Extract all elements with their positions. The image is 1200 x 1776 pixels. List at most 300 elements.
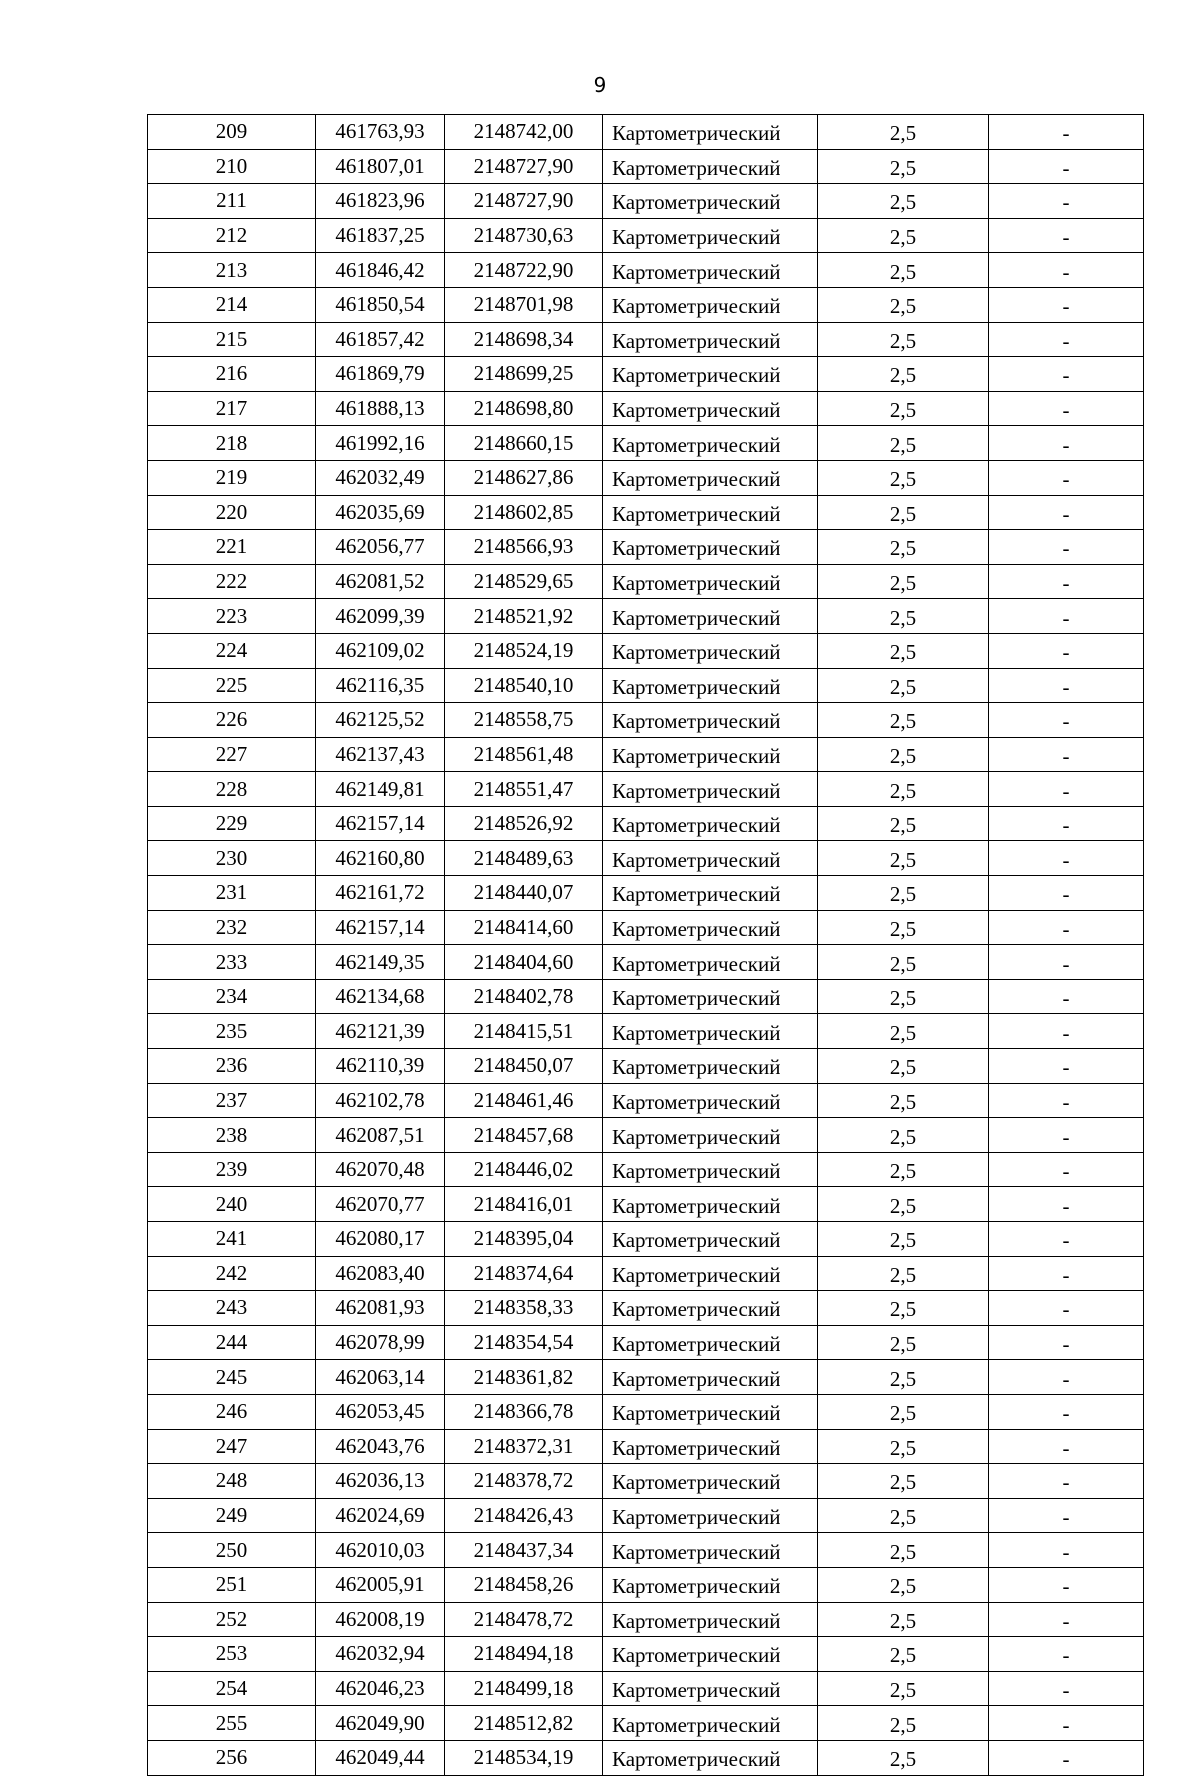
table-row (148, 391, 1144, 426)
method-cell: Картометрический (603, 1014, 818, 1049)
x-coordinate-cell: 462036,13 (316, 1464, 445, 1499)
table-row (148, 1567, 1144, 1602)
x-coordinate-cell: 462078,99 (316, 1325, 445, 1360)
description-cell: - (989, 287, 1144, 322)
accuracy-cell: 2,5 (818, 599, 989, 634)
table-row (148, 1429, 1144, 1464)
method-cell: Картометрический (603, 1464, 818, 1499)
y-coordinate-cell: 2148529,65 (445, 564, 603, 599)
description-cell: - (989, 322, 1144, 357)
description-cell: - (989, 1014, 1144, 1049)
y-coordinate-cell: 2148699,25 (445, 357, 603, 392)
accuracy-cell: 2,5 (818, 1533, 989, 1568)
x-coordinate-cell: 462087,51 (316, 1118, 445, 1153)
point-number-cell: 221 (148, 530, 316, 565)
y-coordinate-cell: 2148730,63 (445, 218, 603, 253)
y-coordinate-cell: 2148698,34 (445, 322, 603, 357)
accuracy-cell: 2,5 (818, 1464, 989, 1499)
description-cell: - (989, 876, 1144, 911)
table-row (148, 979, 1144, 1014)
table-row (148, 1602, 1144, 1637)
y-coordinate-cell: 2148415,51 (445, 1014, 603, 1049)
table-row (148, 772, 1144, 807)
point-number-cell: 247 (148, 1429, 316, 1464)
page-number: 9 (593, 73, 607, 97)
description-cell: - (989, 633, 1144, 668)
y-coordinate-cell: 2148457,68 (445, 1118, 603, 1153)
y-coordinate-cell: 2148416,01 (445, 1187, 603, 1222)
y-coordinate-cell: 2148426,43 (445, 1498, 603, 1533)
method-cell: Картометрический (603, 530, 818, 565)
point-number-cell: 226 (148, 703, 316, 738)
x-coordinate-cell: 462161,72 (316, 876, 445, 911)
x-coordinate-cell: 462121,39 (316, 1014, 445, 1049)
y-coordinate-cell: 2148558,75 (445, 703, 603, 738)
point-number-cell: 253 (148, 1637, 316, 1672)
point-number-cell: 220 (148, 495, 316, 530)
point-number-cell: 244 (148, 1325, 316, 1360)
x-coordinate-cell: 461846,42 (316, 253, 445, 288)
description-cell: - (989, 1429, 1144, 1464)
accuracy-cell: 2,5 (818, 1222, 989, 1257)
point-number-cell: 252 (148, 1602, 316, 1637)
point-number-cell: 215 (148, 322, 316, 357)
point-number-cell: 251 (148, 1567, 316, 1602)
point-number-cell: 225 (148, 668, 316, 703)
description-cell: - (989, 1671, 1144, 1706)
table-row (148, 530, 1144, 565)
accuracy-cell: 2,5 (818, 1740, 989, 1775)
description-cell: - (989, 253, 1144, 288)
accuracy-cell: 2,5 (818, 218, 989, 253)
table-row (148, 1671, 1144, 1706)
accuracy-cell: 2,5 (818, 530, 989, 565)
point-number-cell: 216 (148, 357, 316, 392)
method-cell: Картометрический (603, 1291, 818, 1326)
method-cell: Картометрический (603, 1256, 818, 1291)
accuracy-cell: 2,5 (818, 564, 989, 599)
point-number-cell: 224 (148, 633, 316, 668)
accuracy-cell: 2,5 (818, 357, 989, 392)
point-number-cell: 240 (148, 1187, 316, 1222)
description-cell: - (989, 115, 1144, 150)
table-row (148, 287, 1144, 322)
description-cell: - (989, 357, 1144, 392)
method-cell: Картометрический (603, 1567, 818, 1602)
y-coordinate-cell: 2148534,19 (445, 1740, 603, 1775)
point-number-cell: 255 (148, 1706, 316, 1741)
x-coordinate-cell: 462110,39 (316, 1049, 445, 1084)
method-cell: Картометрический (603, 945, 818, 980)
point-number-cell: 217 (148, 391, 316, 426)
y-coordinate-cell: 2148627,86 (445, 460, 603, 495)
accuracy-cell: 2,5 (818, 426, 989, 461)
x-coordinate-cell: 462005,91 (316, 1567, 445, 1602)
x-coordinate-cell: 462149,81 (316, 772, 445, 807)
x-coordinate-cell: 462102,78 (316, 1083, 445, 1118)
x-coordinate-cell: 462099,39 (316, 599, 445, 634)
method-cell: Картометрический (603, 668, 818, 703)
y-coordinate-cell: 2148354,54 (445, 1325, 603, 1360)
table-row (148, 1049, 1144, 1084)
point-number-cell: 219 (148, 460, 316, 495)
y-coordinate-cell: 2148458,26 (445, 1567, 603, 1602)
table-row (148, 564, 1144, 599)
x-coordinate-cell: 462035,69 (316, 495, 445, 530)
accuracy-cell: 2,5 (818, 1118, 989, 1153)
method-cell: Картометрический (603, 184, 818, 219)
x-coordinate-cell: 461807,01 (316, 149, 445, 184)
accuracy-cell: 2,5 (818, 1394, 989, 1429)
description-cell: - (989, 1602, 1144, 1637)
description-cell: - (989, 460, 1144, 495)
table-row (148, 218, 1144, 253)
description-cell: - (989, 218, 1144, 253)
description-cell: - (989, 1152, 1144, 1187)
x-coordinate-cell: 461857,42 (316, 322, 445, 357)
table-row (148, 357, 1144, 392)
method-cell: Картометрический (603, 460, 818, 495)
point-number-cell: 218 (148, 426, 316, 461)
point-number-cell: 249 (148, 1498, 316, 1533)
point-number-cell: 236 (148, 1049, 316, 1084)
accuracy-cell: 2,5 (818, 1567, 989, 1602)
method-cell: Картометрический (603, 322, 818, 357)
x-coordinate-cell: 462081,93 (316, 1291, 445, 1326)
table-row (148, 806, 1144, 841)
y-coordinate-cell: 2148372,31 (445, 1429, 603, 1464)
table-row (148, 1360, 1144, 1395)
point-number-cell: 223 (148, 599, 316, 634)
method-cell: Картометрический (603, 1083, 818, 1118)
y-coordinate-cell: 2148374,64 (445, 1256, 603, 1291)
x-coordinate-cell: 462032,49 (316, 460, 445, 495)
table-row (148, 737, 1144, 772)
method-cell: Картометрический (603, 876, 818, 911)
point-number-cell: 228 (148, 772, 316, 807)
x-coordinate-cell: 462134,68 (316, 979, 445, 1014)
description-cell: - (989, 1498, 1144, 1533)
description-cell: - (989, 1291, 1144, 1326)
method-cell: Картометрический (603, 564, 818, 599)
method-cell: Картометрический (603, 287, 818, 322)
y-coordinate-cell: 2148722,90 (445, 253, 603, 288)
description-cell: - (989, 806, 1144, 841)
table-row (148, 1083, 1144, 1118)
table-row (148, 1291, 1144, 1326)
description-cell: - (989, 1256, 1144, 1291)
accuracy-cell: 2,5 (818, 287, 989, 322)
accuracy-cell: 2,5 (818, 1429, 989, 1464)
table-row (148, 945, 1144, 980)
x-coordinate-cell: 462149,35 (316, 945, 445, 980)
y-coordinate-cell: 2148358,33 (445, 1291, 603, 1326)
accuracy-cell: 2,5 (818, 391, 989, 426)
point-number-cell: 239 (148, 1152, 316, 1187)
accuracy-cell: 2,5 (818, 876, 989, 911)
description-cell: - (989, 599, 1144, 634)
description-cell: - (989, 530, 1144, 565)
accuracy-cell: 2,5 (818, 1187, 989, 1222)
point-number-cell: 227 (148, 737, 316, 772)
y-coordinate-cell: 2148437,34 (445, 1533, 603, 1568)
accuracy-cell: 2,5 (818, 1498, 989, 1533)
table-row (148, 1533, 1144, 1568)
y-coordinate-cell: 2148446,02 (445, 1152, 603, 1187)
description-cell: - (989, 495, 1144, 530)
x-coordinate-cell: 462160,80 (316, 841, 445, 876)
point-number-cell: 214 (148, 287, 316, 322)
table-row (148, 1740, 1144, 1775)
y-coordinate-cell: 2148395,04 (445, 1222, 603, 1257)
method-cell: Картометрический (603, 737, 818, 772)
y-coordinate-cell: 2148402,78 (445, 979, 603, 1014)
description-cell: - (989, 1706, 1144, 1741)
accuracy-cell: 2,5 (818, 1291, 989, 1326)
accuracy-cell: 2,5 (818, 633, 989, 668)
description-cell: - (989, 149, 1144, 184)
point-number-cell: 237 (148, 1083, 316, 1118)
point-number-cell: 238 (148, 1118, 316, 1153)
description-cell: - (989, 772, 1144, 807)
accuracy-cell: 2,5 (818, 1602, 989, 1637)
x-coordinate-cell: 462032,94 (316, 1637, 445, 1672)
method-cell: Картометрический (603, 633, 818, 668)
accuracy-cell: 2,5 (818, 149, 989, 184)
y-coordinate-cell: 2148378,72 (445, 1464, 603, 1499)
accuracy-cell: 2,5 (818, 910, 989, 945)
accuracy-cell: 2,5 (818, 979, 989, 1014)
method-cell: Картометрический (603, 1637, 818, 1672)
table-row (148, 703, 1144, 738)
accuracy-cell: 2,5 (818, 1152, 989, 1187)
point-number-cell: 241 (148, 1222, 316, 1257)
method-cell: Картометрический (603, 1671, 818, 1706)
method-cell: Картометрический (603, 1222, 818, 1257)
table-row (148, 149, 1144, 184)
point-number-cell: 231 (148, 876, 316, 911)
method-cell: Картометрический (603, 910, 818, 945)
coordinates-table-body (148, 115, 1144, 1776)
accuracy-cell: 2,5 (818, 841, 989, 876)
table-row (148, 668, 1144, 703)
point-number-cell: 245 (148, 1360, 316, 1395)
point-number-cell: 211 (148, 184, 316, 219)
method-cell: Картометрический (603, 1498, 818, 1533)
method-cell: Картометрический (603, 426, 818, 461)
x-coordinate-cell: 462080,17 (316, 1222, 445, 1257)
description-cell: - (989, 1118, 1144, 1153)
y-coordinate-cell: 2148361,82 (445, 1360, 603, 1395)
table-row (148, 1152, 1144, 1187)
accuracy-cell: 2,5 (818, 1360, 989, 1395)
x-coordinate-cell: 462043,76 (316, 1429, 445, 1464)
y-coordinate-cell: 2148727,90 (445, 184, 603, 219)
y-coordinate-cell: 2148414,60 (445, 910, 603, 945)
point-number-cell: 243 (148, 1291, 316, 1326)
x-coordinate-cell: 461823,96 (316, 184, 445, 219)
point-number-cell: 230 (148, 841, 316, 876)
table-row (148, 1706, 1144, 1741)
x-coordinate-cell: 462083,40 (316, 1256, 445, 1291)
accuracy-cell: 2,5 (818, 668, 989, 703)
x-coordinate-cell: 462024,69 (316, 1498, 445, 1533)
table-row (148, 1464, 1144, 1499)
x-coordinate-cell: 462157,14 (316, 910, 445, 945)
point-number-cell: 233 (148, 945, 316, 980)
description-cell: - (989, 1740, 1144, 1775)
point-number-cell: 235 (148, 1014, 316, 1049)
x-coordinate-cell: 462046,23 (316, 1671, 445, 1706)
description-cell: - (989, 1360, 1144, 1395)
accuracy-cell: 2,5 (818, 1014, 989, 1049)
y-coordinate-cell: 2148512,82 (445, 1706, 603, 1741)
x-coordinate-cell: 462125,52 (316, 703, 445, 738)
x-coordinate-cell: 462137,43 (316, 737, 445, 772)
point-number-cell: 242 (148, 1256, 316, 1291)
table-row (148, 876, 1144, 911)
method-cell: Картометрический (603, 115, 818, 150)
description-cell: - (989, 1325, 1144, 1360)
method-cell: Картометрический (603, 1602, 818, 1637)
method-cell: Картометрический (603, 253, 818, 288)
description-cell: - (989, 910, 1144, 945)
accuracy-cell: 2,5 (818, 184, 989, 219)
method-cell: Картометрический (603, 1187, 818, 1222)
x-coordinate-cell: 462157,14 (316, 806, 445, 841)
y-coordinate-cell: 2148478,72 (445, 1602, 603, 1637)
method-cell: Картометрический (603, 495, 818, 530)
x-coordinate-cell: 462049,90 (316, 1706, 445, 1741)
point-number-cell: 234 (148, 979, 316, 1014)
y-coordinate-cell: 2148521,92 (445, 599, 603, 634)
method-cell: Картометрический (603, 357, 818, 392)
table-row (148, 1325, 1144, 1360)
y-coordinate-cell: 2148701,98 (445, 287, 603, 322)
y-coordinate-cell: 2148551,47 (445, 772, 603, 807)
table-row (148, 1187, 1144, 1222)
description-cell: - (989, 1187, 1144, 1222)
method-cell: Картометрический (603, 979, 818, 1014)
description-cell: - (989, 184, 1144, 219)
table-row (148, 115, 1144, 150)
y-coordinate-cell: 2148742,00 (445, 115, 603, 150)
description-cell: - (989, 737, 1144, 772)
method-cell: Картометрический (603, 841, 818, 876)
method-cell: Картометрический (603, 772, 818, 807)
method-cell: Картометрический (603, 599, 818, 634)
x-coordinate-cell: 461763,93 (316, 115, 445, 150)
accuracy-cell: 2,5 (818, 737, 989, 772)
point-number-cell: 229 (148, 806, 316, 841)
method-cell: Картометрический (603, 1533, 818, 1568)
point-number-cell: 246 (148, 1394, 316, 1429)
method-cell: Картометрический (603, 1360, 818, 1395)
point-number-cell: 210 (148, 149, 316, 184)
table-row (148, 633, 1144, 668)
description-cell: - (989, 1637, 1144, 1672)
coordinates-table (147, 114, 1144, 1776)
x-coordinate-cell: 461992,16 (316, 426, 445, 461)
description-cell: - (989, 564, 1144, 599)
y-coordinate-cell: 2148461,46 (445, 1083, 603, 1118)
x-coordinate-cell: 461869,79 (316, 357, 445, 392)
table-row (148, 1498, 1144, 1533)
accuracy-cell: 2,5 (818, 495, 989, 530)
description-cell: - (989, 1394, 1144, 1429)
accuracy-cell: 2,5 (818, 115, 989, 150)
point-number-cell: 209 (148, 115, 316, 150)
method-cell: Картометрический (603, 149, 818, 184)
x-coordinate-cell: 462053,45 (316, 1394, 445, 1429)
description-cell: - (989, 1533, 1144, 1568)
table-row (148, 599, 1144, 634)
description-cell: - (989, 1464, 1144, 1499)
table-row (148, 1118, 1144, 1153)
x-coordinate-cell: 462063,14 (316, 1360, 445, 1395)
method-cell: Картометрический (603, 1706, 818, 1741)
description-cell: - (989, 703, 1144, 738)
x-coordinate-cell: 461850,54 (316, 287, 445, 322)
method-cell: Картометрический (603, 1049, 818, 1084)
x-coordinate-cell: 462116,35 (316, 668, 445, 703)
table-row (148, 910, 1144, 945)
method-cell: Картометрический (603, 1325, 818, 1360)
description-cell: - (989, 1567, 1144, 1602)
table-row (148, 1222, 1144, 1257)
description-cell: - (989, 1049, 1144, 1084)
description-cell: - (989, 1222, 1144, 1257)
x-coordinate-cell: 462056,77 (316, 530, 445, 565)
table-row (148, 184, 1144, 219)
point-number-cell: 222 (148, 564, 316, 599)
table-row (148, 1014, 1144, 1049)
x-coordinate-cell: 462070,77 (316, 1187, 445, 1222)
table-row (148, 1394, 1144, 1429)
x-coordinate-cell: 461888,13 (316, 391, 445, 426)
method-cell: Картометрический (603, 1152, 818, 1187)
method-cell: Картометрический (603, 391, 818, 426)
y-coordinate-cell: 2148561,48 (445, 737, 603, 772)
x-coordinate-cell: 462109,02 (316, 633, 445, 668)
y-coordinate-cell: 2148366,78 (445, 1394, 603, 1429)
description-cell: - (989, 426, 1144, 461)
y-coordinate-cell: 2148499,18 (445, 1671, 603, 1706)
y-coordinate-cell: 2148660,15 (445, 426, 603, 461)
accuracy-cell: 2,5 (818, 322, 989, 357)
x-coordinate-cell: 461837,25 (316, 218, 445, 253)
y-coordinate-cell: 2148526,92 (445, 806, 603, 841)
description-cell: - (989, 391, 1144, 426)
point-number-cell: 250 (148, 1533, 316, 1568)
method-cell: Картометрический (603, 806, 818, 841)
table-row (148, 253, 1144, 288)
y-coordinate-cell: 2148450,07 (445, 1049, 603, 1084)
point-number-cell: 248 (148, 1464, 316, 1499)
accuracy-cell: 2,5 (818, 1049, 989, 1084)
accuracy-cell: 2,5 (818, 1083, 989, 1118)
point-number-cell: 256 (148, 1740, 316, 1775)
y-coordinate-cell: 2148566,93 (445, 530, 603, 565)
accuracy-cell: 2,5 (818, 1637, 989, 1672)
y-coordinate-cell: 2148727,90 (445, 149, 603, 184)
y-coordinate-cell: 2148440,07 (445, 876, 603, 911)
method-cell: Картометрический (603, 1118, 818, 1153)
y-coordinate-cell: 2148602,85 (445, 495, 603, 530)
table-row (148, 841, 1144, 876)
description-cell: - (989, 668, 1144, 703)
accuracy-cell: 2,5 (818, 703, 989, 738)
